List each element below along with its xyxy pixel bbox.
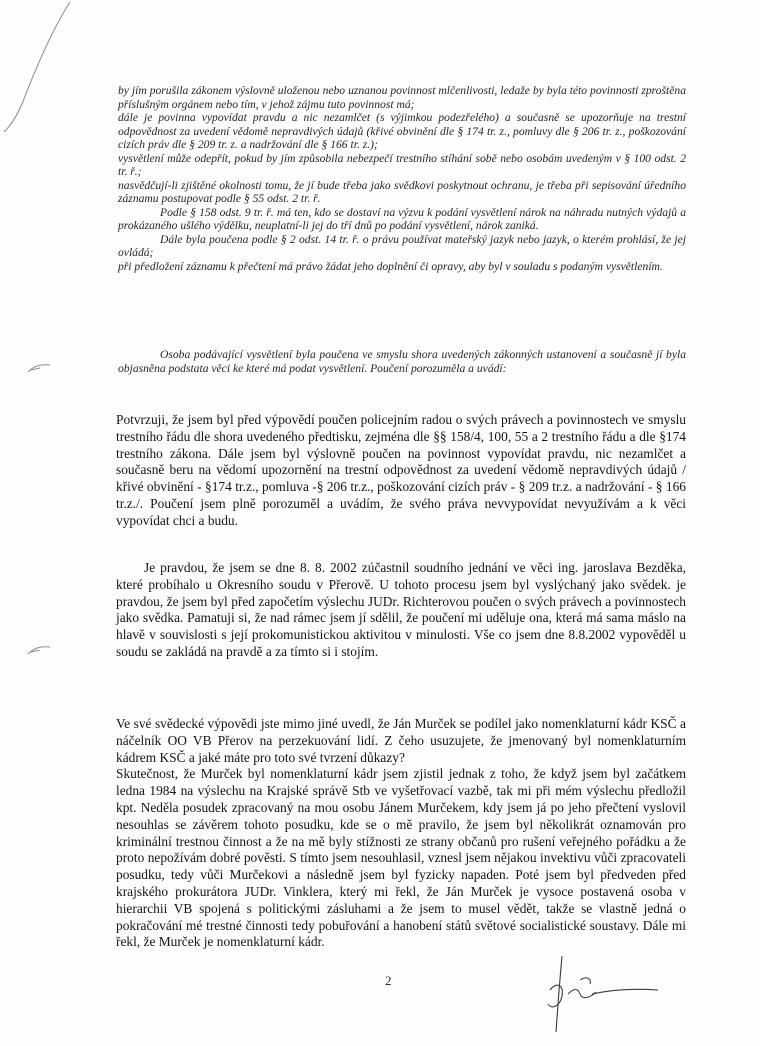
instruction-paragraph: nasvědčují-li zjištěné okolnosti tomu, že jí bude třeba jako svědkovi poskytnout ochranu, je třeba při sepisování úředního záznamu postupovat podle § 55 odst. 2 tr. ř. (118, 178, 686, 205)
margin-pen-stroke (0, 0, 90, 140)
instruction-paragraph: by jím porušila zákonem výslovně uloženou nebo uznanou povinnost mlčenlivosti, ledaže by byla této povinnosti zproštěna příslušným orgánem nebo tím, v jehož zájmu tuto povinnost má; (118, 84, 686, 111)
qa-block (116, 716, 686, 951)
margin-mark (26, 362, 52, 376)
instruction-summary-block (118, 348, 686, 375)
margin-mark (26, 644, 52, 658)
instruction-paragraph: vysvětlení může odepřít, pokud by jím způsobila nebezpečí trestního stíhání sobě nebo osobám uvedeným v § 100 odst. 2 tr. ř.; (118, 151, 686, 178)
handwritten-signature (520, 948, 670, 1038)
statement-paragraph: Je pravdou, že jsem se dne 8. 8. 2002 zúčastnil soudního jednání ve věci ing. jaroslava Bezděka, které probíhalo u Okresního soudu v Přerově. U tohoto procesu jsem byl vyslýchaný jako svědek. je pravdou, že jsem byl před započetím výslechu JUDr. Richterovou poučen o svých právech a povinnostech jako svědka. Pamatuji si, že nad rámec jsem jí sdělil, že poučení mi uděluje ona, která má sama máslo na hlavě v souvislosti s její prokomunistickou aktivitou v minulosti. Vše co jsem dne 8.8.2002 vypověděl u soudu se zakládá na pravdě a za tímto si i stojím. (116, 560, 686, 659)
statement-block (116, 560, 686, 661)
answer-paragraph: Skutečnost, že Murček byl nomenklaturní kádr jsem zjistil jednak z toho, že když jsem byl začátkem ledna 1984 na výslechu na Krajské správě Stb ve vyšetřovací vazbě, tak mi při mém výslechu předložil kpt. Neděla posudek zpracovaný na mou osobu Jánem Murčekem, kdy jsem já po jeho přečtení vyslovil nesouhlas se závěrem tohoto posudku, kde se o mě pravilo, že jsem byl několikrát oznamován pro kriminální trestnou činnost a že na mě byly stížnosti ze strany občanů pro rušení veřejného pořádku a že proto nepožívám dobré pověsti. S tímto jsem nesouhlasil, vznesl jsem nějakou invektivu vůči zpracovateli posudku, tedy vůči Murčekovi a následně jsem byl fyzicky napaden. Poté jsem byl předveden před krajského prokurátora JUDr. Vinklera, který mi řekl, že Ján Murček je vysoce postavená osoba v hierarchii VB spojená s politickými zásluhami a že jsem to musel vědět, takže se vlastně jedná o pokračování mé trestné činnosti tedy pobuřování a hanobení států světové socialistické soustavy. Dále mi řekl, že Murček je nomenklaturní kádr. (116, 766, 686, 950)
instruction-paragraph: dále je povinna vypovídat pravdu a nic nezamlčet (s výjimkou podezřelého) a současně se upozorňuje na trestní odpovědnost za uvedení vědomě nepravdivých údajů (křivé obvinění dle § 174 tr. z., pomluvy dle § 206 tr. z., poškozování cizích práv dle § 209 tr. z. a nadržování dle § 166 tr. z.); (118, 111, 686, 151)
instruction-summary: Osoba podávající vysvětlení byla poučena ve smyslu shora uvedených zákonných ustanovení a současně jí byla objasněna podstata věci ke které má podat vysvětlení. Poučení porozuměla a uvádí: (118, 348, 686, 375)
statement-block (116, 412, 686, 530)
question-paragraph: Ve své svědecké výpovědi jste mimo jiné uvedl, že Ján Murček se podílel jako nomenklaturní kádr KSČ a náčelník OO VB Přerov na perzekuování lidí. Z čeho usuzujete, že jmenovaný byl nomenklaturním kádrem KSČ a jaké máte pro toto své tvrzení důkazy? (116, 716, 686, 765)
instruction-paragraph: Dále byla poučena podle § 2 odst. 14 tr. ř. o právu používat mateřský jazyk nebo jazyk, o kterém prohlásí, že jej ovládá; (118, 232, 686, 259)
instruction-paragraph: při předložení záznamu k přečtení má právo žádat jeho doplnění či opravy, aby byl v souladu s podaným vysvětlením. (118, 259, 663, 273)
legal-instructions (118, 84, 686, 273)
instruction-paragraph: Podle § 158 odst. 9 tr. ř. má ten, kdo se dostaví na výzvu k podání vysvětlení nárok na náhradu nutných výdajů a prokázaného ušlého výdělku, neuplatní-li jej do tří dnů po podání vysvětlení, nárok zaniká. (118, 205, 686, 232)
page-number: 2 (385, 973, 392, 988)
statement-paragraph: Potvrzuji, že jsem byl před výpovědí poučen policejním radou o svých právech a povinnostech ve smyslu trestního řádu dle shora uvedeného předtisku, zejména dle §§ 158/4, 100, 55 a 2 trestního řádu a dle §174 trestního zákona. Dále jsem byl výslovně poučen na povinnost vypovídat pravdu, nic nezamlčet a současně beru na vědomí upozornění na trestní odpovědnost za uvedení vědomě nepravdivých údajů / křivé obvinění - §174 tr.z., pomluva -§ 206 tr.z., poškozování cizích práv - § 209 tr.z. a nadržování - § 166 tr.z./. Poučení jsem plně porozuměl a uvádím, že svého práva nevvypovídat nevyužívám a k věci vypovídat chci a budu. (116, 412, 686, 528)
